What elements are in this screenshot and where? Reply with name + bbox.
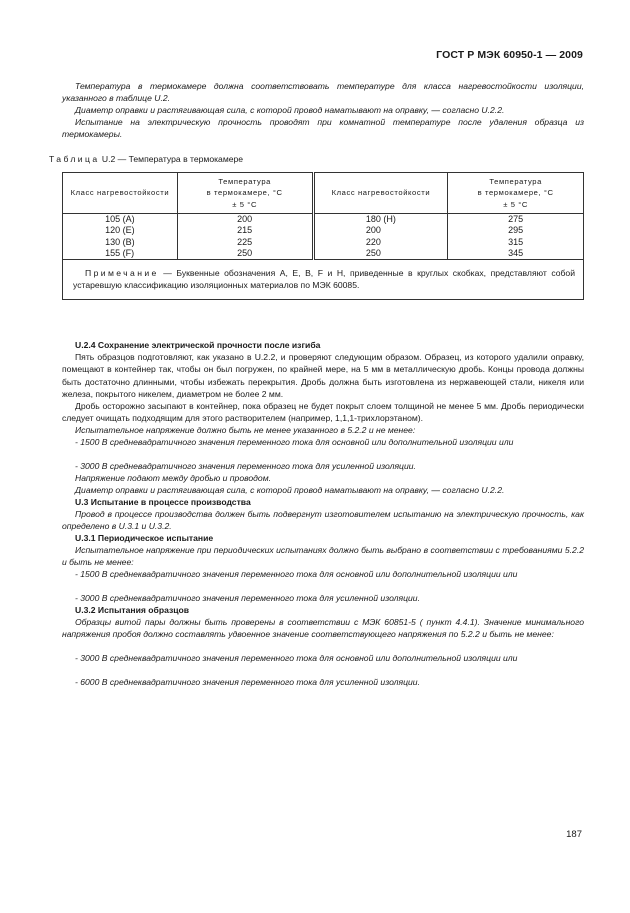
u24-paragraph-5: - 3000 В средневадратичного значения переменного тока для усиленной изоляции. bbox=[75, 461, 416, 471]
u24-paragraph-3: Испытательное напряжение должно быть не менее указанного в 5.2.2 и не менее: bbox=[75, 425, 416, 435]
table-cell: 250 bbox=[237, 247, 253, 258]
table-note-row bbox=[63, 260, 584, 300]
class-cell-right bbox=[313, 214, 448, 260]
table-cell: 200 bbox=[237, 214, 253, 224]
table-cell: 220 bbox=[365, 236, 381, 247]
u31-paragraph-2: - 1500 В среднеквадратичного значения переменного тока для основной или дополнительной изоляции или bbox=[75, 569, 518, 579]
u32-paragraph-1: Образцы витой пары должны быть проверены в соответствии с МЭК 60851-5 ( пункт 4.4.1). Значение минимального напряжения пробоя должно составлять удвоенное значение соответствующего напряжения по 5.2.2 и быть не менее: bbox=[62, 617, 584, 640]
intro-paragraph-3: Испытание на электрическую прочность проводят при комнатной температуре после удаления образца из термокамеры. bbox=[62, 117, 584, 140]
header-class-left: Класс нагревостойкости bbox=[63, 173, 178, 214]
table-cell: 345 bbox=[508, 247, 524, 258]
table-caption-word: Таблица bbox=[49, 154, 100, 164]
document-header: ГОСТ Р МЭК 60950-1 — 2009 bbox=[436, 49, 583, 61]
table-caption bbox=[49, 154, 243, 164]
u24-paragraph-2: Дробь осторожно засыпают в контейнер, пока образец не будет покрыт слоем толщиной не менее 5 мм. Дробь периодически следует очищать подходящим для этого растворителем (например, 1,1,1-трихлорэтаном). bbox=[62, 401, 584, 424]
table-cell: 295 bbox=[508, 225, 524, 236]
temp-cell-right bbox=[448, 214, 584, 260]
u24-paragraph-7: Диаметр оправки и растягивающая сила, с которой провод наматывают на оправку, — согласно U.2.2. bbox=[75, 485, 505, 495]
header-class-right: Класс нагревостойкости bbox=[313, 173, 448, 214]
table-cell: 225 bbox=[237, 236, 253, 247]
table-cell: 180 (H) bbox=[365, 214, 396, 224]
page-number: 187 bbox=[566, 829, 582, 840]
section-u32-title: U.3.2 Испытания образцов bbox=[75, 605, 190, 615]
section-u24-title: U.2.4 Сохранение электрической прочности после изгиба bbox=[75, 340, 321, 350]
table-cell: 315 bbox=[508, 236, 524, 247]
u32-paragraph-3: - 6000 В среднеквадратичного значения переменного тока для усиленной изоляции. bbox=[75, 677, 420, 687]
table-cell: 130 (B) bbox=[105, 236, 135, 247]
u31-paragraph-1: Испытательное напряжение при периодических испытаниях должно быть выбрано в соответствии с требованиями 5.2.2 и быть не менее: bbox=[62, 545, 584, 568]
header-temp-left: Температура в термокамере, °С ± 5 °С bbox=[177, 173, 313, 214]
intro-paragraph-1: Температура в термокамере должна соответствовать температуре для класса нагревостойкости изоляции, указанного в таблице U.2. bbox=[62, 81, 584, 104]
table-cell: 275 bbox=[508, 214, 524, 224]
table-note bbox=[63, 260, 584, 300]
table-cell: 250 bbox=[365, 247, 381, 258]
table-cell: 215 bbox=[237, 225, 253, 236]
u24-paragraph-4: - 1500 В средневадратичного значения переменного тока для основной или дополнительной изоляции или bbox=[75, 437, 514, 447]
temperature-table bbox=[62, 172, 584, 300]
note-label: Примечание bbox=[85, 268, 159, 279]
table-cell: 200 bbox=[365, 225, 381, 236]
header-temp-right: Температура в термокамере, °С ± 5 °С bbox=[448, 173, 584, 214]
section-u31-title: U.3.1 Периодическое испытание bbox=[75, 533, 214, 543]
u31-paragraph-3: - 3000 В среднеквадратичного значения переменного тока для усиленной изоляции. bbox=[75, 593, 420, 603]
table-header-row bbox=[63, 173, 584, 214]
note-text: — Буквенные обозначения A, E, B, F и H, приведенные в круглых скобках, представляют собой устаревшую классификацию изоляционных материалов по МЭК 60085. bbox=[73, 268, 575, 291]
temp-cell-left bbox=[177, 214, 313, 260]
section-u3-title: U.3 Испытание в процессе производства bbox=[75, 497, 251, 507]
u32-paragraph-2: - 3000 В среднеквадратичного значения переменного тока для основной или дополнительной изоляции или bbox=[75, 653, 518, 663]
table-cell: 120 (E) bbox=[105, 225, 135, 236]
table-cell: 155 (F) bbox=[105, 247, 135, 258]
u24-paragraph-1: Пять образцов подготовляют, как указано в U.2.2, и проверяют следующим образом. Образец, из которого удалили оправку, помещают в контейнер так, чтобы он был погружен, по крайней мере, на 5 мм в металлическую дробь. Концы провода должны быть достаточно длинными, чтобы избежать перекрытия. Дробь должна быть изготовлена из нержавеющей стали, никеля или железа, покрытого никелем, диаметром не более 2 мм. bbox=[62, 352, 584, 399]
table-body-row bbox=[63, 214, 584, 260]
intro-paragraph-2: Диаметр оправки и растягивающая сила, с которой провод наматывают на оправку, — согласно U.2.2. bbox=[75, 105, 505, 115]
u3-paragraph-1: Провод в процессе производства должен быть подвергнут изготовителем испытанию на электрическую прочность, как определено в U.3.1 и U.3.2. bbox=[62, 509, 584, 532]
u24-paragraph-6: Напряжение подают между дробью и проводом. bbox=[75, 473, 271, 483]
table-cell: 105 (A) bbox=[105, 214, 135, 224]
class-cell-left bbox=[63, 214, 178, 260]
table-caption-text: U.2 — Температура в термокамере bbox=[99, 154, 244, 164]
